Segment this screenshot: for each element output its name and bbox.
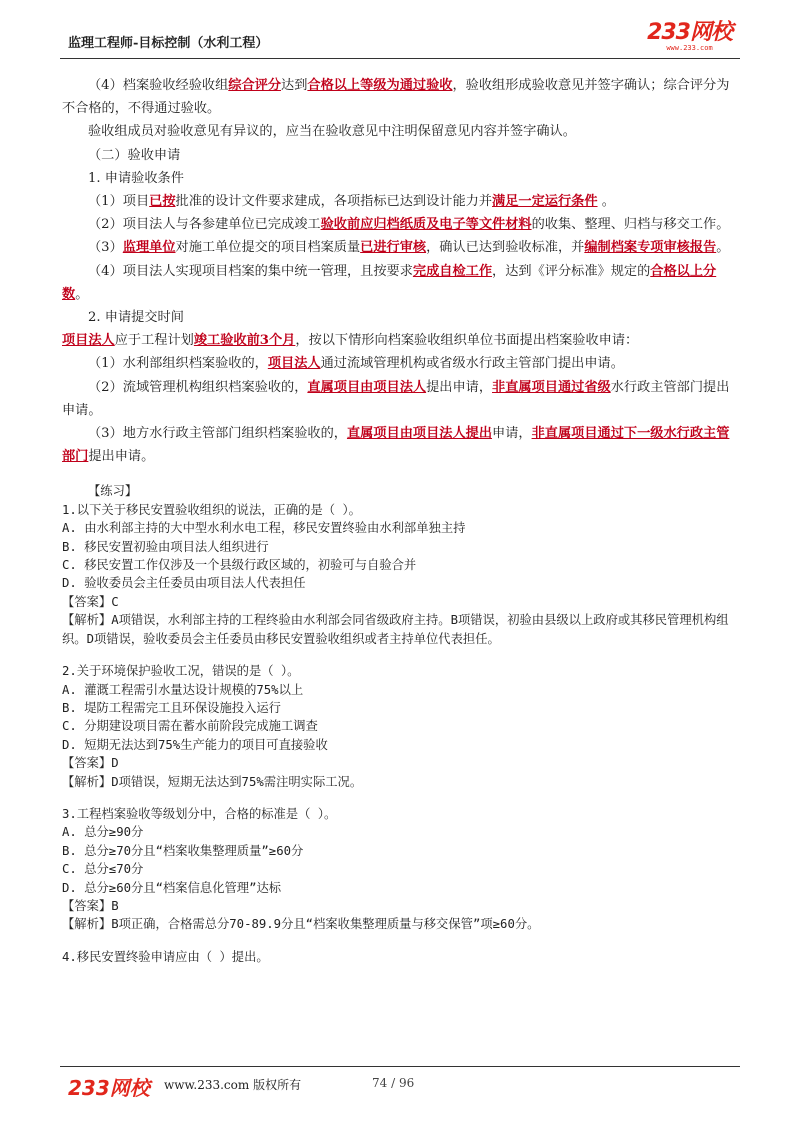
exercise-heading: 【练习】 [88, 484, 138, 499]
footer-divider [60, 1066, 740, 1067]
answer: 【答案】B [62, 898, 119, 913]
answer: 【答案】D [62, 756, 119, 771]
paragraph: （3）地方水行政主管部门组织档案验收的，直属项目由项目法人提出申请，非直属项目通过下一级水行政主管部门提出申请。 [62, 426, 730, 465]
footer-copyright: www.233.com 版权所有 [164, 1078, 302, 1092]
logo-text: 233网校 [647, 20, 732, 45]
subsection-heading: 2. 申请提交时间 [88, 310, 184, 326]
paragraph: （1）水利部组织档案验收的，项目法人通过流域管理机构或省级水行政主管部门提出申请。 [88, 356, 624, 372]
page-number: 74 / 96 [372, 1076, 415, 1090]
paragraph: （2）流域管理机构组织档案验收的，直属项目由项目法人提出申请，非直属项目通过省级水行政主管部门提出申请。 [62, 379, 730, 418]
section-heading: （二）验收申请 [88, 147, 181, 163]
paragraph: （4）项目法人实现项目档案的集中统一管理，且按要求完成自检工作，达到《评分标准》规定的合格以上分数。 [62, 263, 717, 302]
question-option: B. 移民安置初验由项目法人组织进行 [62, 539, 269, 554]
paragraph: 验收组成员对验收意见有异议的，应当在验收意见中注明保留意见内容并签字确认。 [88, 124, 576, 140]
question-option: C. 总分≤70分 [62, 862, 144, 877]
paragraph: （3）监理单位对施工单位提交的项目档案质量已进行审核，确认已达到验收标准，并编制档案专项审核报告。 [88, 240, 730, 256]
logo-url: www.233.com [666, 44, 713, 52]
question-stem: 1.以下关于移民安置验收组织的说法，正确的是（ ）。 [62, 502, 361, 517]
paragraph: （2）项目法人与各参建单位已完成竣工验收前应归档纸质及电子等文件材料的收集、整理、归档与移交工作。 [88, 217, 730, 233]
header-divider [60, 58, 740, 59]
brand-logo [647, 22, 732, 52]
analysis: 【解析】B项正确，合格需总分70-89.9分且“档案收集整理质量与移交保管”项≥60分。 [62, 917, 540, 932]
exercise-section [62, 482, 742, 966]
question-option: D. 短期无法达到75%生产能力的项目可直接验收 [62, 737, 328, 752]
question-stem: 2.关于环境保护验收工况，错误的是（ ）。 [62, 664, 300, 679]
question-option: D. 总分≥60分且“档案信息化管理”达标 [62, 880, 282, 895]
subsection-heading: 1. 申请验收条件 [88, 170, 184, 186]
paragraph: （4）档案验收经验收组综合评分达到合格以上等级为通过验收，验收组形成验收意见并签字确认；综合评分为不合格的，不得通过验收。 [62, 78, 730, 117]
question-option: B. 堤防工程需完工且环保设施投入运行 [62, 700, 281, 715]
question-stem: 4.移民安置终验申请应由（ ）提出。 [62, 949, 269, 964]
question-option: C. 分期建设项目需在蓄水前阶段完成施工调查 [62, 719, 318, 734]
question-option: A. 由水利部主持的大中型水利水电工程，移民安置终验由水利部单独主持 [62, 521, 466, 536]
paragraph: 项目法人应于工程计划竣工验收前3个月，按以下情形向档案验收组织单位书面提出档案验收申请： [62, 333, 639, 349]
page-footer [60, 1066, 740, 1100]
analysis: 【解析】D项错误，短期无法达到75%需注明实际工况。 [62, 774, 363, 789]
page-header [60, 20, 740, 56]
footer-logo: 233网校 [68, 1076, 150, 1100]
question-option: A. 灌溉工程需引水量达设计规模的75%以上 [62, 682, 304, 697]
question-option: D. 验收委员会主任委员由项目法人代表担任 [62, 576, 306, 591]
question-stem: 3.工程档案验收等级划分中，合格的标准是（ ）。 [62, 806, 337, 821]
page-content [62, 74, 742, 966]
question-option: B. 总分≥70分且“档案收集整理质量”≥60分 [62, 843, 304, 858]
question-option: C. 移民安置工作仅涉及一个县级行政区域的，初验可与自验合并 [62, 558, 417, 573]
question-option: A. 总分≥90分 [62, 825, 144, 840]
answer: 【答案】C [62, 594, 119, 609]
header-title: 监理工程师-目标控制（水利工程） [68, 36, 269, 51]
analysis: 【解析】A项错误，水利部主持的工程终验由水利部会同省级政府主持。B项错误，初验由县级以上政府或其移民管理机构组织。D项错误，验收委员会主任委员由移民安置验收组织或者主持单位代表担任。 [62, 613, 729, 646]
paragraph: （1）项目已按批准的设计文件要求建成，各项指标已达到设计能力并满足一定运行条件 。 [88, 194, 615, 210]
